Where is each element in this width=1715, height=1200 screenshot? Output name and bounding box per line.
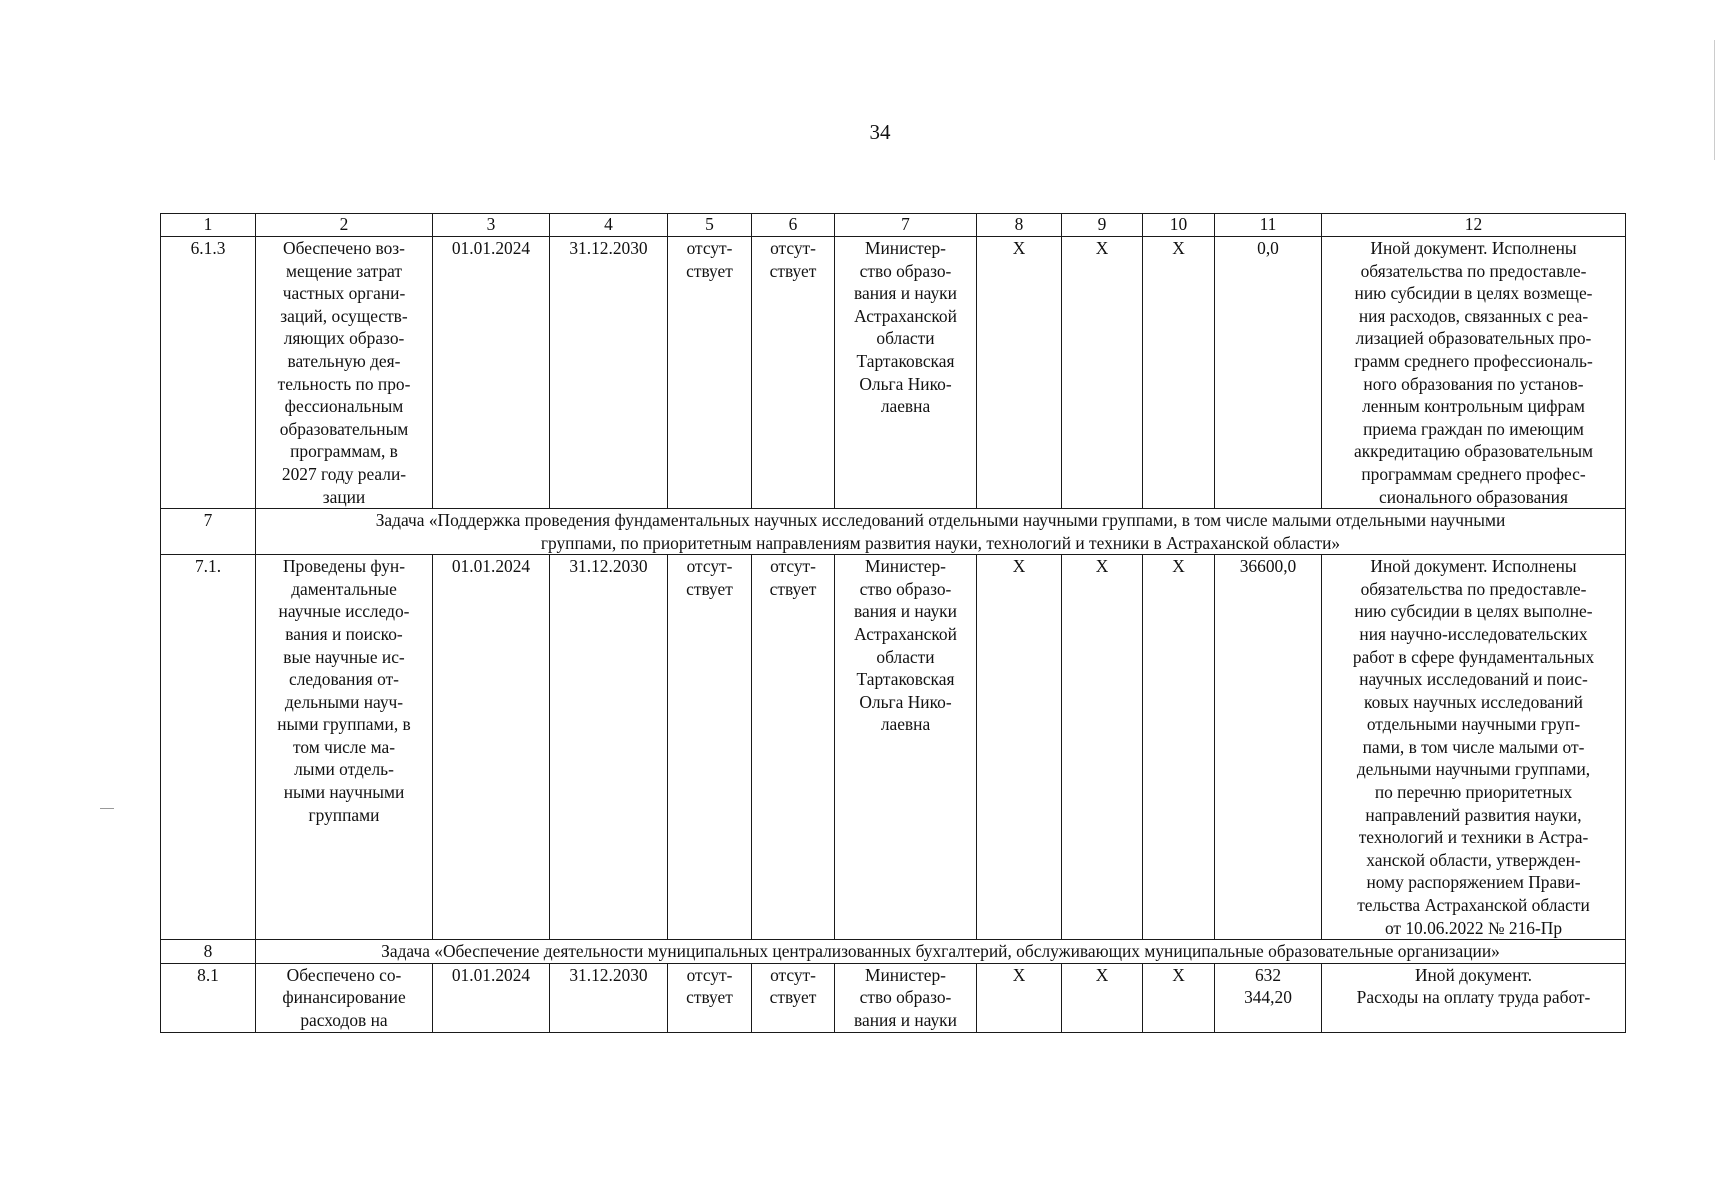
item-document: Иной документ. Исполнены обязательства по предоставле- нию субсидии в целях выполне- ния научно-исследовательских работ в сфере фундаментальных научных исследований и поис- ковых научных исследований отдельными научными груп- пами, в том числе малыми от- дельными научными группами, по перечню приоритетных направлений развития науки, технологий и техники в Астра- ханской области, утвержден- ному распоряжением Прави- тельства Астраханской области от 10.06.2022 № 216-Пр <box>1322 555 1626 940</box>
item-col5: отсут- ствует <box>668 963 752 1032</box>
page-number: 34 <box>869 120 891 144</box>
header-cell: 1 <box>161 214 256 237</box>
item-amount: 0,0 <box>1215 237 1322 509</box>
item-result: Проведены фун- даментальные научные исследо- вания и поиско- вые научные ис- следования от- дельными науч- ными группами, в том числе ма- лыми отдель- ными научными группами <box>256 555 433 940</box>
item-result: Обеспечено со- финансирование расходов на <box>256 963 433 1032</box>
item-col6: отсут- ствует <box>752 237 835 509</box>
plan-table <box>160 213 1626 1033</box>
item-col5: отсут- ствует <box>668 237 752 509</box>
item-responsible: Министер- ство образо- вания и науки <box>835 963 977 1032</box>
header-cell: 10 <box>1143 214 1215 237</box>
task-row <box>161 509 1626 555</box>
item-col9: X <box>1062 963 1143 1032</box>
header-cell: 5 <box>668 214 752 237</box>
item-document: Иной документ. Исполнены обязательства по предоставле- нию субсидии в целях возмеще- ния расходов, связанных с реа- лизацией образовательных про- грамм среднего профессиональ- ного образования по установ- ленным контрольным цифрам приема граждан по имеющим аккредитацию образовательным программам среднего профес- сионального образования <box>1322 237 1626 509</box>
task-text: Задача «Поддержка проведения фундаментальных научных исследований отдельными научными группами, в том числе малыми отдельными научными группами, по приоритетным направлениям развития науки, технологий и техники в Астраханской области» <box>256 509 1626 555</box>
task-text: Задача «Обеспечение деятельности муниципальных централизованных бухгалтерий, обслуживающих муниципальные образовательные организации» <box>256 940 1626 964</box>
item-col8: X <box>977 555 1062 940</box>
header-cell: 9 <box>1062 214 1143 237</box>
item-col9: X <box>1062 555 1143 940</box>
item-responsible: Министер- ство образо- вания и науки Астраханской области Тартаковская Ольга Нико- лаевна <box>835 237 977 509</box>
item-document: Иной документ. Расходы на оплату труда работ- <box>1322 963 1626 1032</box>
header-cell: 12 <box>1322 214 1626 237</box>
header-cell: 11 <box>1215 214 1322 237</box>
item-col10: X <box>1143 237 1215 509</box>
item-responsible: Министер- ство образо- вания и науки Астраханской области Тартаковская Ольга Нико- лаевна <box>835 555 977 940</box>
item-col6: отсут- ствует <box>752 555 835 940</box>
scan-mark <box>100 808 114 809</box>
item-amount: 36600,0 <box>1215 555 1322 940</box>
header-cell: 6 <box>752 214 835 237</box>
item-result: Обеспечено воз- мещение затрат частных органи- заций, осуществ- ляющих образо- вательную дея- тельность по про- фессиональным образовательным программам, в 2027 году реали- зации <box>256 237 433 509</box>
header-cell: 7 <box>835 214 977 237</box>
task-row <box>161 940 1626 964</box>
header-cell: 2 <box>256 214 433 237</box>
item-col10: X <box>1143 963 1215 1032</box>
item-col5: отсут- ствует <box>668 555 752 940</box>
table-row <box>161 555 1626 940</box>
table-row <box>161 237 1626 509</box>
item-start-date: 01.01.2024 <box>433 963 550 1032</box>
item-col9: X <box>1062 237 1143 509</box>
item-number: 6.1.3 <box>161 237 256 509</box>
item-number: 7.1. <box>161 555 256 940</box>
task-number: 7 <box>161 509 256 555</box>
task-number: 8 <box>161 940 256 964</box>
item-col8: X <box>977 963 1062 1032</box>
header-cell: 3 <box>433 214 550 237</box>
header-cell: 8 <box>977 214 1062 237</box>
header-row <box>161 214 1626 237</box>
item-number: 8.1 <box>161 963 256 1032</box>
item-end-date: 31.12.2030 <box>550 555 668 940</box>
item-col6: отсут- ствует <box>752 963 835 1032</box>
item-start-date: 01.01.2024 <box>433 555 550 940</box>
table-row <box>161 963 1626 1032</box>
item-end-date: 31.12.2030 <box>550 963 668 1032</box>
item-start-date: 01.01.2024 <box>433 237 550 509</box>
item-amount: 632 344,20 <box>1215 963 1322 1032</box>
item-col10: X <box>1143 555 1215 940</box>
item-col8: X <box>977 237 1062 509</box>
item-end-date: 31.12.2030 <box>550 237 668 509</box>
header-cell: 4 <box>550 214 668 237</box>
